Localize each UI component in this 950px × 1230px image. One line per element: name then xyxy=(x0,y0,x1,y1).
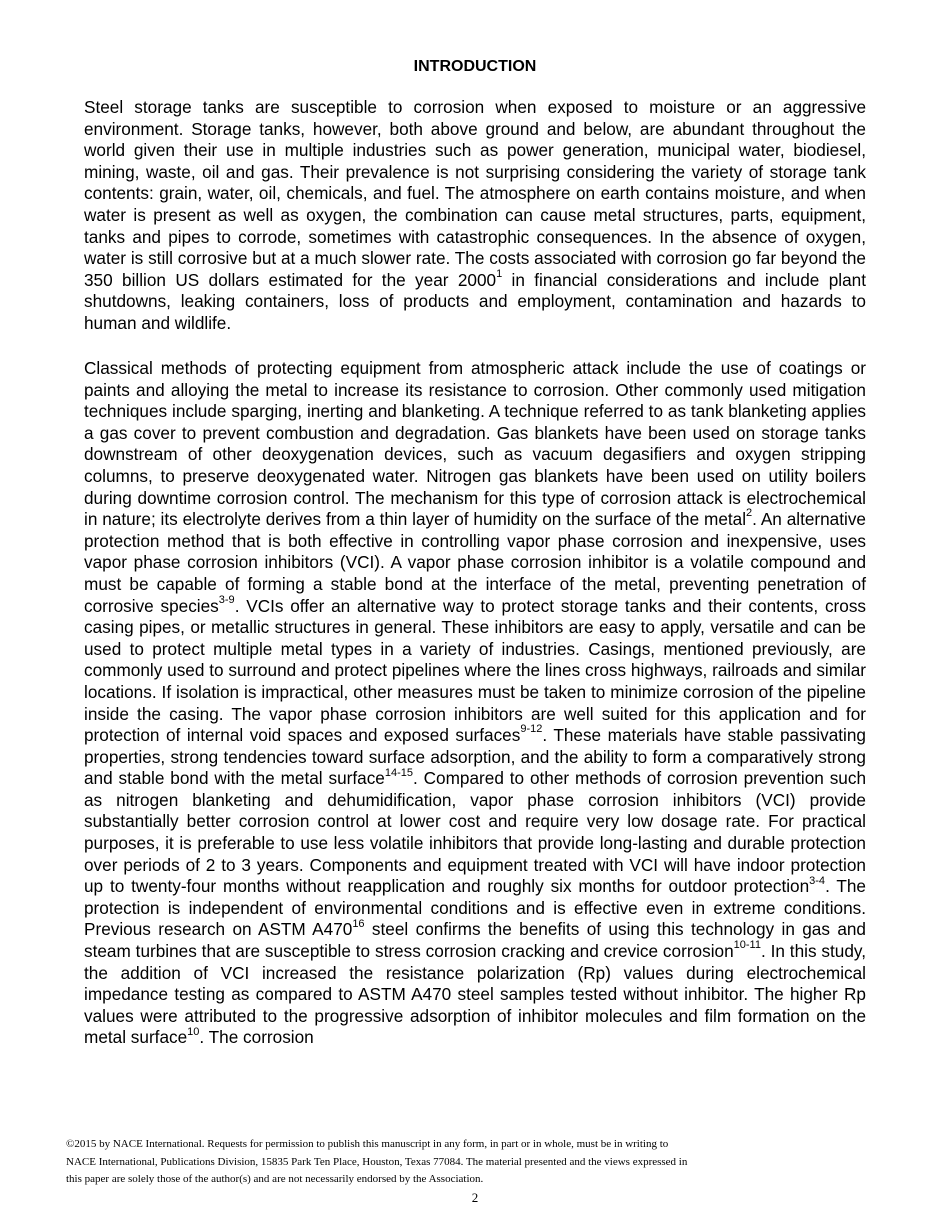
paragraph-2: Classical methods of protecting equipment from atmospheric attack include the use of coatings or paints and alloying the metal to increase its resistance to corrosion. Other commonly used mitigation techniques include sparging, inerting and blanketing. A technique referred to as tank blanketing applies a gas cover to prevent combustion and degradation. Gas blankets have been used on storage tanks downstream of other deoxygenation devices, such as vacuum degasifiers and oxygen stripping columns, to preserve deoxygenated water. Nitrogen gas blankets have been used on utility boilers during downtime corrosion control. The mechanism for this type of corrosion attack is electrochemical in nature; its electrolyte derives from a thin layer of humidity on the surface of the metal$^2$. An alternative protection method that is both effective in controlling vapor phase corrosion and inexpensive, uses vapor phase corrosion inhibitors (VCI). A vapor phase corrosion inhibitor is a volatile compound and must be capable of forming a stable bond at the interface of the metal, preventing penetration of corrosive species$^{3-9}$. VCIs offer an alternative way to protect storage tanks and their contents, cross casing pipes, or metallic structures in general. These inhibitors are easy to apply, versatile and can be used to protect multiple metal types in a variety of industries. Casings, mentioned previously, are commonly used to surround and protect pipelines where the lines cross highways, railroads and similar locations. If isolation is impractical, other measures must be taken to minimize corrosion of the pipeline inside the casing. The vapor phase corrosion inhibitors are well suited for this application and for protection of internal void spaces and exposed surfaces$^{9-12}$. These materials have stable passivating properties, strong tendencies toward surface adsorption, and the ability to form a comparatively strong and stable bond with the metal surface$^{14-15}$. Compared to other methods of corrosion prevention such as nitrogen blanketing and dehumidification, vapor phase corrosion inhibitors (VCI) provide substantially better corrosion control at lower cost and require very low dosage rate. For practical purposes, it is preferable to use less volatile inhibitors that provide long-lasting and durable protection over periods of 2 to 3 years. Components and equipment treated with VCI will have indoor protection up to twenty-four months without reapplication and roughly six months for outdoor protection$^{3-4}$. The protection is independent of environmental conditions and is effective even in extreme conditions. Previous research on ASTM $A470^{16}$ steel confirms the benefits of using this technology in gas and steam turbines that are susceptible to stress corrosion cracking and crevice corrosion$^{10-11}$. In this study, the addition of VCI increased the resistance polarization (Rp) values during electrochemical impedance testing as compared to ASTM A470 steel samples tested without inhibitor. The higher Rp values were attributed to the progressive adsorption of inhibitor molecules and film formation on the metal surface$^{10}$. The corrosion xyxy=(84,358,867,1048)
citation-ref: 10-11 xyxy=(733,939,761,952)
copyright-line-2: NACE International, Publications Division, 15835 Park Ten Place, Houston, Texas 77084. The material presented and the views expressed in xyxy=(66,1155,688,1168)
citation-ref: 1 xyxy=(496,268,503,281)
copyright-notice xyxy=(66,1136,826,1189)
paragraph-1: Steel storage tanks are susceptible to corrosion when exposed to moisture or an aggressive environment. Storage tanks, however, both above ground and below, are abundant throughout the world given their use in multiple industries such as power generation, municipal water, biodiesel, mining, waste, oil and gas. Their prevalence is not surprising considering the variety of storage tank contents: grain, water, oil, chemicals, and fuel. The atmosphere on earth contains moisture, and when water is present as well as oxygen, the combination can cause metal structures, parts, equipment, tanks and pipes to corrode, sometimes with catastrophic consequences. In the absence of oxygen, water is still corrosive but at a much slower rate. The costs associated with corrosion go far beyond the 350 billion US dollars estimated for the year 2000$^1$ in financial considerations and include plant shutdowns, leaking containers, loss of products and employment, contamination and hazards to human and wildlife. xyxy=(84,97,866,333)
citation-ref: 16 xyxy=(352,917,365,930)
citation-ref: 3-9 xyxy=(218,593,235,606)
page-number: 2 xyxy=(471,1190,479,1205)
citation-ref: 9-12 xyxy=(520,723,543,736)
citation-ref: 3-4 xyxy=(809,874,826,887)
citation-ref: 10 xyxy=(187,1025,200,1038)
citation-ref: 2 xyxy=(746,507,753,520)
citation-ref: 14-15 xyxy=(384,766,413,779)
copyright-line-3: this paper are solely those of the author(s) and are not necessarily endorsed by the Association. xyxy=(66,1173,484,1185)
section-heading: INTRODUCTION xyxy=(413,58,537,75)
copyright-line-1: ©2015 by NACE International. Requests for permission to publish this manuscript in any form, in part or in whole, must be in writing to xyxy=(66,1138,669,1150)
